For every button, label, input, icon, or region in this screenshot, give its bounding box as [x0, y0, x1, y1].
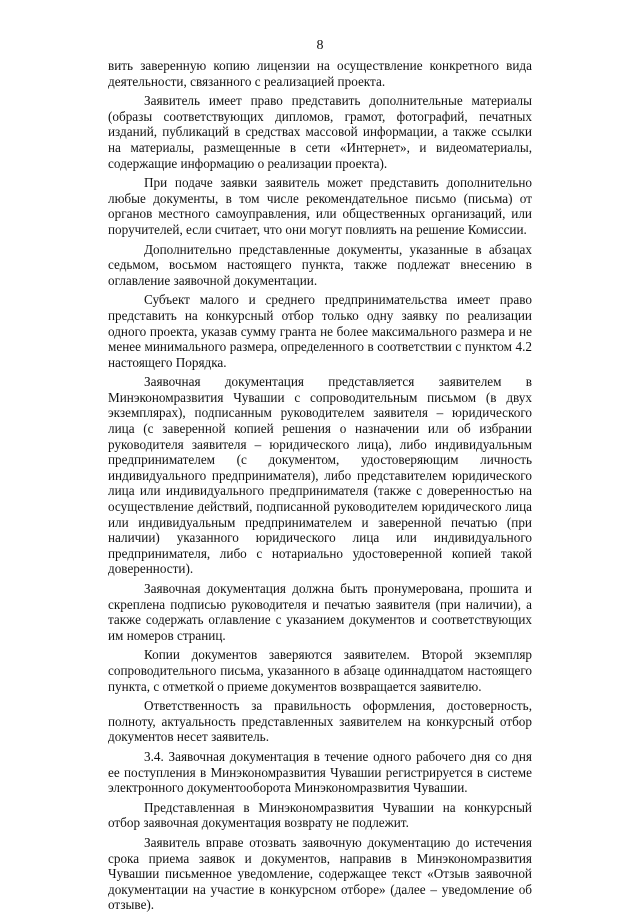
paragraph: Субъект малого и среднего предпринимательства имеет право представить на конкурсный отбор только одну заявку по реализации одного проекта, указав сумму гранта не более максимального размера и не менее минимального размера, определенного в соответствии с пунктом 4.2 настоящего Порядка.	[108, 292, 532, 370]
paragraph: Копии документов заверяются заявителем. Второй экземпляр сопроводительного письма, указанного в абзаце одиннадцатом настоящего пункта, с отметкой о приеме документов возвращается заявителю.	[108, 647, 532, 694]
paragraph: Заявочная документация представляется заявителем в Минэкономразвития Чувашии с сопроводительным письмом (в двух экземплярах), подписанным руководителем заявителя – юридического лица (с заверенной копией решения о назначении или об избрании руководителя заявителя – юридического лица), либо индивидуальным предпринимателем (с документом, удостоверяющим личность индивидуального предпринимателя), либо представителем юридического лица или индивидуального предпринимателя (также с доверенностью на осуществление действий, подписанной руководителем юридического лица или индивидуальным предпринимателем и заверенной печатью (при наличии) указанного юридического лица или индивидуального предпринимателя, либо с нотариально удостоверенной копией такой доверенности).	[108, 374, 532, 577]
paragraph: Ответственность за правильность оформления, достоверность, полноту, актуальность представленных заявителем на конкурсный отбор документов несет заявитель.	[108, 698, 532, 745]
paragraph: Представленная в Минэкономразвития Чувашии на конкурсный отбор заявочная документация возврату не подлежит.	[108, 799, 532, 831]
paragraph: 3.4. Заявочная документация в течение одного рабочего дня со дня ее поступления в Минэкономразвития Чувашии регистрируется в системе электронного документооборота Минэкономразвития Чувашии.	[108, 748, 532, 796]
paragraph: Дополнительно представленные документы, указанные в абзацах седьмом, восьмом настоящего пункта, также подлежат внесению в оглавление заявочной документации.	[108, 241, 532, 288]
paragraph: Заявитель имеет право представить дополнительные материалы (образы соответствующих дипломов, грамот, фотографий, печатных изданий, публикаций в средствах массовой информации, а также ссылки на материалы, размещенные в сети «Интернет», и видеоматериалы, содержащие информацию о реализации проекта).	[108, 93, 532, 171]
paragraph: Заявитель вправе отозвать заявочную документацию до истечения срока приема заявок и документов, направив в Минэкономразвития Чувашии письменное уведомление, содержащее текст «Отзыв заявочной документации на участие в конкурсном отборе» (далее – уведомление об отзыве).	[108, 834, 532, 913]
paragraph: Заявочная документация должна быть пронумерована, прошита и скреплена подписью руководителя и печатью заявителя (при наличии), а также содержать оглавление с указанием документов и соответствующих им номеров страниц.	[108, 581, 532, 643]
paragraph: При подаче заявки заявитель может представить дополнительно любые документы, в том числе рекомендательное письмо (письма) от органов местного самоуправления, или общественных организаций, или поручителей, если считает, что они могут повлиять на решение Комиссии.	[108, 175, 532, 237]
document-body	[108, 58, 532, 917]
paragraph: вить заверенную копию лицензии на осуществление конкретного вида деятельности, связанного с реализацией проекта.	[108, 58, 532, 89]
page-number: 8	[316, 38, 324, 53]
